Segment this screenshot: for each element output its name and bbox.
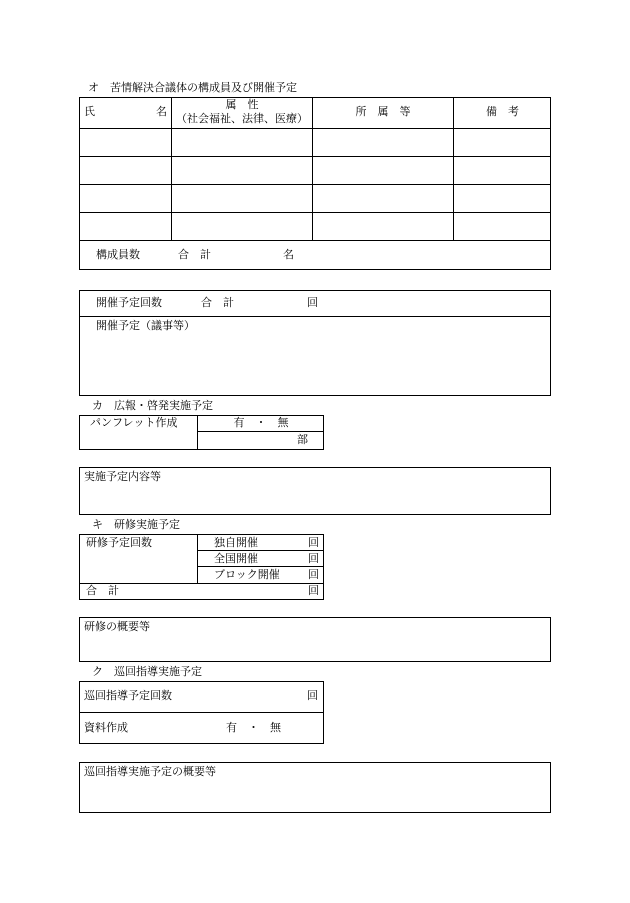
training-row-unit[interactable]: 回 <box>308 568 319 581</box>
training-row-unit[interactable]: 回 <box>308 552 319 565</box>
patrol-row-divider <box>79 712 324 713</box>
col-affiliation: 所 属 等 <box>355 105 411 118</box>
training-summary-label: 研修の概要等 <box>84 620 150 633</box>
meeting-count-label: 開催予定回数 <box>96 296 162 309</box>
training-row-label: ブロック開催 <box>214 568 280 581</box>
members-unit: 名 <box>283 248 294 261</box>
patrol-count-label: 巡回指導予定回数 <box>84 689 172 702</box>
table-row[interactable] <box>80 129 550 156</box>
patrol-material-yes-no[interactable]: 有 ・ 無 <box>226 721 281 734</box>
patrol-summary-label: 巡回指導実施予定の概要等 <box>84 765 216 778</box>
table-row[interactable] <box>80 185 550 212</box>
patrol-summary-field[interactable] <box>80 781 550 812</box>
training-row-divider <box>197 566 324 567</box>
pamphlet-copies-unit: 部 <box>297 433 308 446</box>
pr-content-label: 実施予定内容等 <box>84 470 161 483</box>
training-row-divider <box>197 550 324 551</box>
meeting-schedule-label: 開催予定（議事等） <box>96 319 195 332</box>
training-row-label: 独自開催 <box>214 536 258 549</box>
training-count-label: 研修予定回数 <box>86 536 152 549</box>
section-ku-heading: ク 巡回指導実施予定 <box>92 665 202 678</box>
table-row[interactable] <box>80 213 550 240</box>
table-row[interactable] <box>80 157 550 184</box>
col-attribute-title: 属 性 <box>225 98 259 111</box>
pamphlet-row-divider <box>197 431 324 432</box>
pamphlet-yes-no[interactable]: 有 ・ 無 <box>233 416 289 429</box>
meetings-divider <box>79 316 551 317</box>
section-ki-heading: キ 研修実施予定 <box>92 518 180 531</box>
patrol-count-unit[interactable]: 回 <box>307 689 318 702</box>
col-name-left: 氏 <box>84 105 95 118</box>
col-name-right: 名 <box>156 105 167 118</box>
meeting-unit: 回 <box>307 296 318 309</box>
pamphlet-label: パンフレット作成 <box>90 416 178 429</box>
training-total-label: 合 計 <box>86 584 119 597</box>
col-remarks: 備 考 <box>486 105 519 118</box>
section-ka-heading: カ 広報・啓発実施予定 <box>92 399 213 412</box>
members-count-label: 構成員数 <box>96 248 140 261</box>
patrol-material-label: 資料作成 <box>84 721 128 734</box>
meeting-schedule-field[interactable] <box>80 336 550 394</box>
training-row-unit[interactable]: 回 <box>308 536 319 549</box>
meeting-total-label: 合 計 <box>201 296 234 309</box>
pr-content-field[interactable] <box>80 486 550 514</box>
table-row-divider <box>79 240 551 241</box>
training-summary-field[interactable] <box>80 636 550 661</box>
section-o-heading: オ 苦情解決合議体の構成員及び開催予定 <box>88 81 297 94</box>
col-attribute-sub: （社会福祉、法律、医療） <box>176 112 308 125</box>
training-row-label: 全国開催 <box>214 552 258 565</box>
training-col-divider <box>197 534 198 583</box>
members-total-label: 合 計 <box>178 248 211 261</box>
training-total-unit[interactable]: 回 <box>308 584 319 597</box>
